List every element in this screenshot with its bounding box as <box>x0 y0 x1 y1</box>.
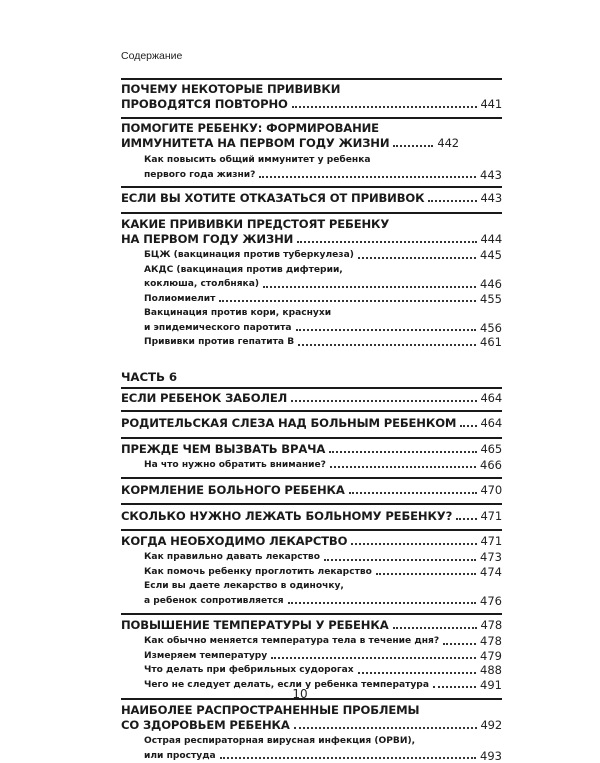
leader-dots <box>456 518 476 520</box>
toc-entry-title: Полиомиелит <box>144 292 215 307</box>
leader-dots <box>428 200 476 202</box>
toc-entry-title: ПРЕЖДЕ ЧЕМ ВЫЗВАТЬ ВРАЧА <box>121 442 325 457</box>
table-of-contents <box>121 78 502 763</box>
toc-page-number: 456 <box>480 321 502 336</box>
toc-subentry[interactable] <box>121 248 502 263</box>
toc-entry-title: АКДС (вакцинация против дифтерии, <box>144 263 502 278</box>
part-title: ЕСЛИ РЕБЕНОК ЗАБОЛЕЛ <box>121 391 287 406</box>
toc-entry[interactable] <box>121 416 502 431</box>
toc-subentry[interactable] <box>121 292 502 307</box>
toc-page-number: 443 <box>480 168 502 183</box>
section-rule <box>121 503 502 505</box>
leader-dots <box>220 757 476 759</box>
leader-dots <box>219 300 476 302</box>
toc-page-number: 488 <box>480 663 502 678</box>
toc-entry-last-line <box>144 277 502 292</box>
toc-page-number: 466 <box>480 458 502 473</box>
toc-entry-title: НА ПЕРВОМ ГОДУ ЖИЗНИ <box>121 232 293 247</box>
toc-entry-text <box>121 121 502 151</box>
leader-dots <box>298 344 476 346</box>
toc-subentry[interactable] <box>121 579 502 608</box>
toc-entry-text <box>144 579 502 608</box>
toc-subentry[interactable] <box>121 634 502 649</box>
section-rule <box>121 186 502 188</box>
toc-page-number: 471 <box>481 534 503 549</box>
toc-entry-title: КОГДА НЕОБХОДИМО ЛЕКАРСТВО <box>121 534 347 549</box>
leader-dots <box>324 559 476 561</box>
section-rule <box>121 212 502 214</box>
leader-dots <box>271 657 476 659</box>
section-rule <box>121 437 502 439</box>
toc-subentry[interactable] <box>121 335 502 350</box>
toc-page-number: 455 <box>480 292 502 307</box>
leader-dots <box>263 286 476 288</box>
running-head: Содержание <box>121 50 182 62</box>
toc-entry-title: Острая респираторная вирусная инфекция (ОРВИ), <box>144 734 502 749</box>
section-rule <box>121 477 502 479</box>
toc-page-number: 442 <box>437 136 459 151</box>
toc-entry-title: Как повысить общий иммунитет у ребенка <box>144 153 502 168</box>
toc-page-number: 474 <box>480 565 502 580</box>
toc-entry-title: и эпидемического паротита <box>144 321 292 336</box>
leader-dots <box>291 400 476 402</box>
toc-entry-title: На что нужно обратить внимание? <box>144 458 326 473</box>
toc-subentry[interactable] <box>121 663 502 678</box>
toc-page-number: 478 <box>481 618 503 633</box>
leader-dots <box>358 672 476 674</box>
toc-entry-title: КОРМЛЕНИЕ БОЛЬНОГО РЕБЕНКА <box>121 483 345 498</box>
toc-page-number: 491 <box>480 678 502 693</box>
toc-entry-title: ЕСЛИ ВЫ ХОТИТЕ ОТКАЗАТЬСЯ ОТ ПРИВИВОК <box>121 191 424 206</box>
leader-dots <box>358 257 476 259</box>
toc-page-number: 470 <box>481 483 503 498</box>
leader-dots <box>329 451 476 453</box>
toc-entry-title: Если вы даете лекарство в одиночку, <box>144 579 502 594</box>
leader-dots <box>351 543 476 545</box>
toc-entry-title: Как обычно меняется температура тела в течение дня? <box>144 634 439 649</box>
toc-entry-text <box>121 82 502 112</box>
toc-entry-title: коклюша, столбняка) <box>144 277 259 292</box>
toc-entry[interactable] <box>121 618 502 633</box>
toc-entry[interactable] <box>121 191 502 206</box>
toc-page-number: 478 <box>480 634 502 649</box>
toc-page-number: 476 <box>480 594 502 609</box>
toc-entry-title: СО ЗДОРОВЬЕМ РЕБЕНКА <box>121 718 290 733</box>
toc-entry-last-line <box>144 168 502 183</box>
toc-entry-title: КАКИЕ ПРИВИВКИ ПРЕДСТОЯТ РЕБЕНКУ <box>121 217 502 232</box>
section-rule <box>121 387 502 389</box>
toc-entry-title: Измеряем температуру <box>144 649 267 664</box>
toc-entry-title: РОДИТЕЛЬСКАЯ СЛЕЗА НАД БОЛЬНЫМ РЕБЕНКОМ <box>121 416 456 431</box>
leader-dots <box>288 602 476 604</box>
page-number: 10 <box>0 687 600 701</box>
toc-subentry[interactable] <box>121 263 502 292</box>
leader-dots <box>294 727 477 729</box>
toc-page-number: 471 <box>481 509 503 524</box>
toc-entry[interactable] <box>121 217 502 247</box>
toc-entry-last-line <box>144 594 502 609</box>
toc-entry-title: Как правильно давать лекарство <box>144 550 320 565</box>
leader-dots <box>330 466 476 468</box>
toc-page-number: 479 <box>480 649 502 664</box>
toc-entry-text <box>121 703 502 733</box>
toc-entry-title: Как помочь ребенку проглотить лекарство <box>144 565 372 580</box>
toc-page-number: 465 <box>481 442 503 457</box>
toc-entry-text <box>144 306 502 335</box>
toc-entry-last-line <box>121 718 502 733</box>
toc-entry-title: СКОЛЬКО НУЖНО ЛЕЖАТЬ БОЛЬНОМУ РЕБЕНКУ? <box>121 509 452 524</box>
toc-page-number: 446 <box>480 277 502 292</box>
toc-page-number: 443 <box>481 191 503 206</box>
leader-dots <box>460 425 476 427</box>
toc-entry[interactable] <box>121 442 502 457</box>
leader-dots <box>376 573 476 575</box>
toc-entry-title: ПОМОГИТЕ РЕБЕНКУ: ФОРМИРОВАНИЕ <box>121 121 502 136</box>
toc-entry-last-line <box>121 232 502 247</box>
toc-page-number: 444 <box>481 232 503 247</box>
toc-entry-text <box>121 217 502 247</box>
leader-dots <box>443 643 476 645</box>
section-rule <box>121 78 502 80</box>
toc-entry-last-line <box>144 749 502 763</box>
toc-page-number: 464 <box>481 416 503 431</box>
toc-entry[interactable] <box>121 534 502 549</box>
toc-entry-title: Что делать при фебрильных судорогах <box>144 663 354 678</box>
section-rule <box>121 613 502 615</box>
toc-page-number: 464 <box>481 391 503 406</box>
leader-dots <box>297 241 476 243</box>
toc-entry-title: ИММУНИТЕТА НА ПЕРВОМ ГОДУ ЖИЗНИ <box>121 136 389 151</box>
toc-entry-title: первого года жизни? <box>144 168 255 183</box>
toc-page-number: 445 <box>480 248 502 263</box>
part-label: ЧАСТЬ 6 <box>121 369 502 385</box>
toc-entry-title: БЦЖ (вакцинация против туберкулеза) <box>144 248 354 263</box>
toc-page-number: 493 <box>480 749 502 763</box>
toc-subentry[interactable] <box>121 306 502 335</box>
toc-entry-title: НАИБОЛЕЕ РАСПРОСТРАНЕННЫЕ ПРОБЛЕМЫ <box>121 703 502 718</box>
leader-dots <box>393 145 433 147</box>
toc-entry-title: Чего не следует делать, если у ребенка температура <box>144 678 429 693</box>
toc-subentry[interactable] <box>121 734 502 763</box>
toc-page-number: 473 <box>480 550 502 565</box>
toc-entry-text <box>144 263 502 292</box>
toc-subentry[interactable] <box>121 565 502 580</box>
toc-entry-title: а ребенок сопротивляется <box>144 594 284 609</box>
toc-page-number: 441 <box>481 97 503 112</box>
section-rule <box>121 117 502 119</box>
leader-dots <box>296 329 477 331</box>
toc-subentry[interactable] <box>121 458 502 473</box>
toc-entry-last-line <box>144 321 502 336</box>
toc-subentry[interactable] <box>121 153 502 182</box>
toc-entry[interactable] <box>121 121 502 151</box>
leader-dots <box>259 176 476 178</box>
toc-entry-last-line <box>121 136 502 151</box>
toc-subentry[interactable] <box>121 550 502 565</box>
toc-entry-text <box>144 153 502 182</box>
toc-page-number: 461 <box>480 335 502 350</box>
toc-subentry[interactable] <box>121 649 502 664</box>
toc-entry-title: ПРОВОДЯТСЯ ПОВТОРНО <box>121 97 288 112</box>
toc-entry-title: или простуда <box>144 749 216 763</box>
leader-dots <box>393 627 477 629</box>
leader-dots <box>292 106 477 108</box>
toc-page-number: 492 <box>481 718 503 733</box>
toc-entry-title: ПОЧЕМУ НЕКОТОРЫЕ ПРИВИВКИ <box>121 82 502 97</box>
section-rule <box>121 529 502 531</box>
toc-entry[interactable] <box>121 82 502 112</box>
toc-entry-title: Вакцинация против кори, краснухи <box>144 306 502 321</box>
toc-entry[interactable] <box>121 703 502 733</box>
toc-entry-title: ПОВЫШЕНИЕ ТЕМПЕРАТУРЫ У РЕБЕНКА <box>121 618 389 633</box>
toc-entry[interactable] <box>121 509 502 524</box>
part-title-entry[interactable] <box>121 391 502 406</box>
toc-entry-text <box>144 734 502 763</box>
toc-entry-title: Прививки против гепатита В <box>144 335 294 350</box>
toc-entry[interactable] <box>121 483 502 498</box>
leader-dots <box>349 492 477 494</box>
section-rule <box>121 410 502 412</box>
toc-entry-last-line <box>121 97 502 112</box>
